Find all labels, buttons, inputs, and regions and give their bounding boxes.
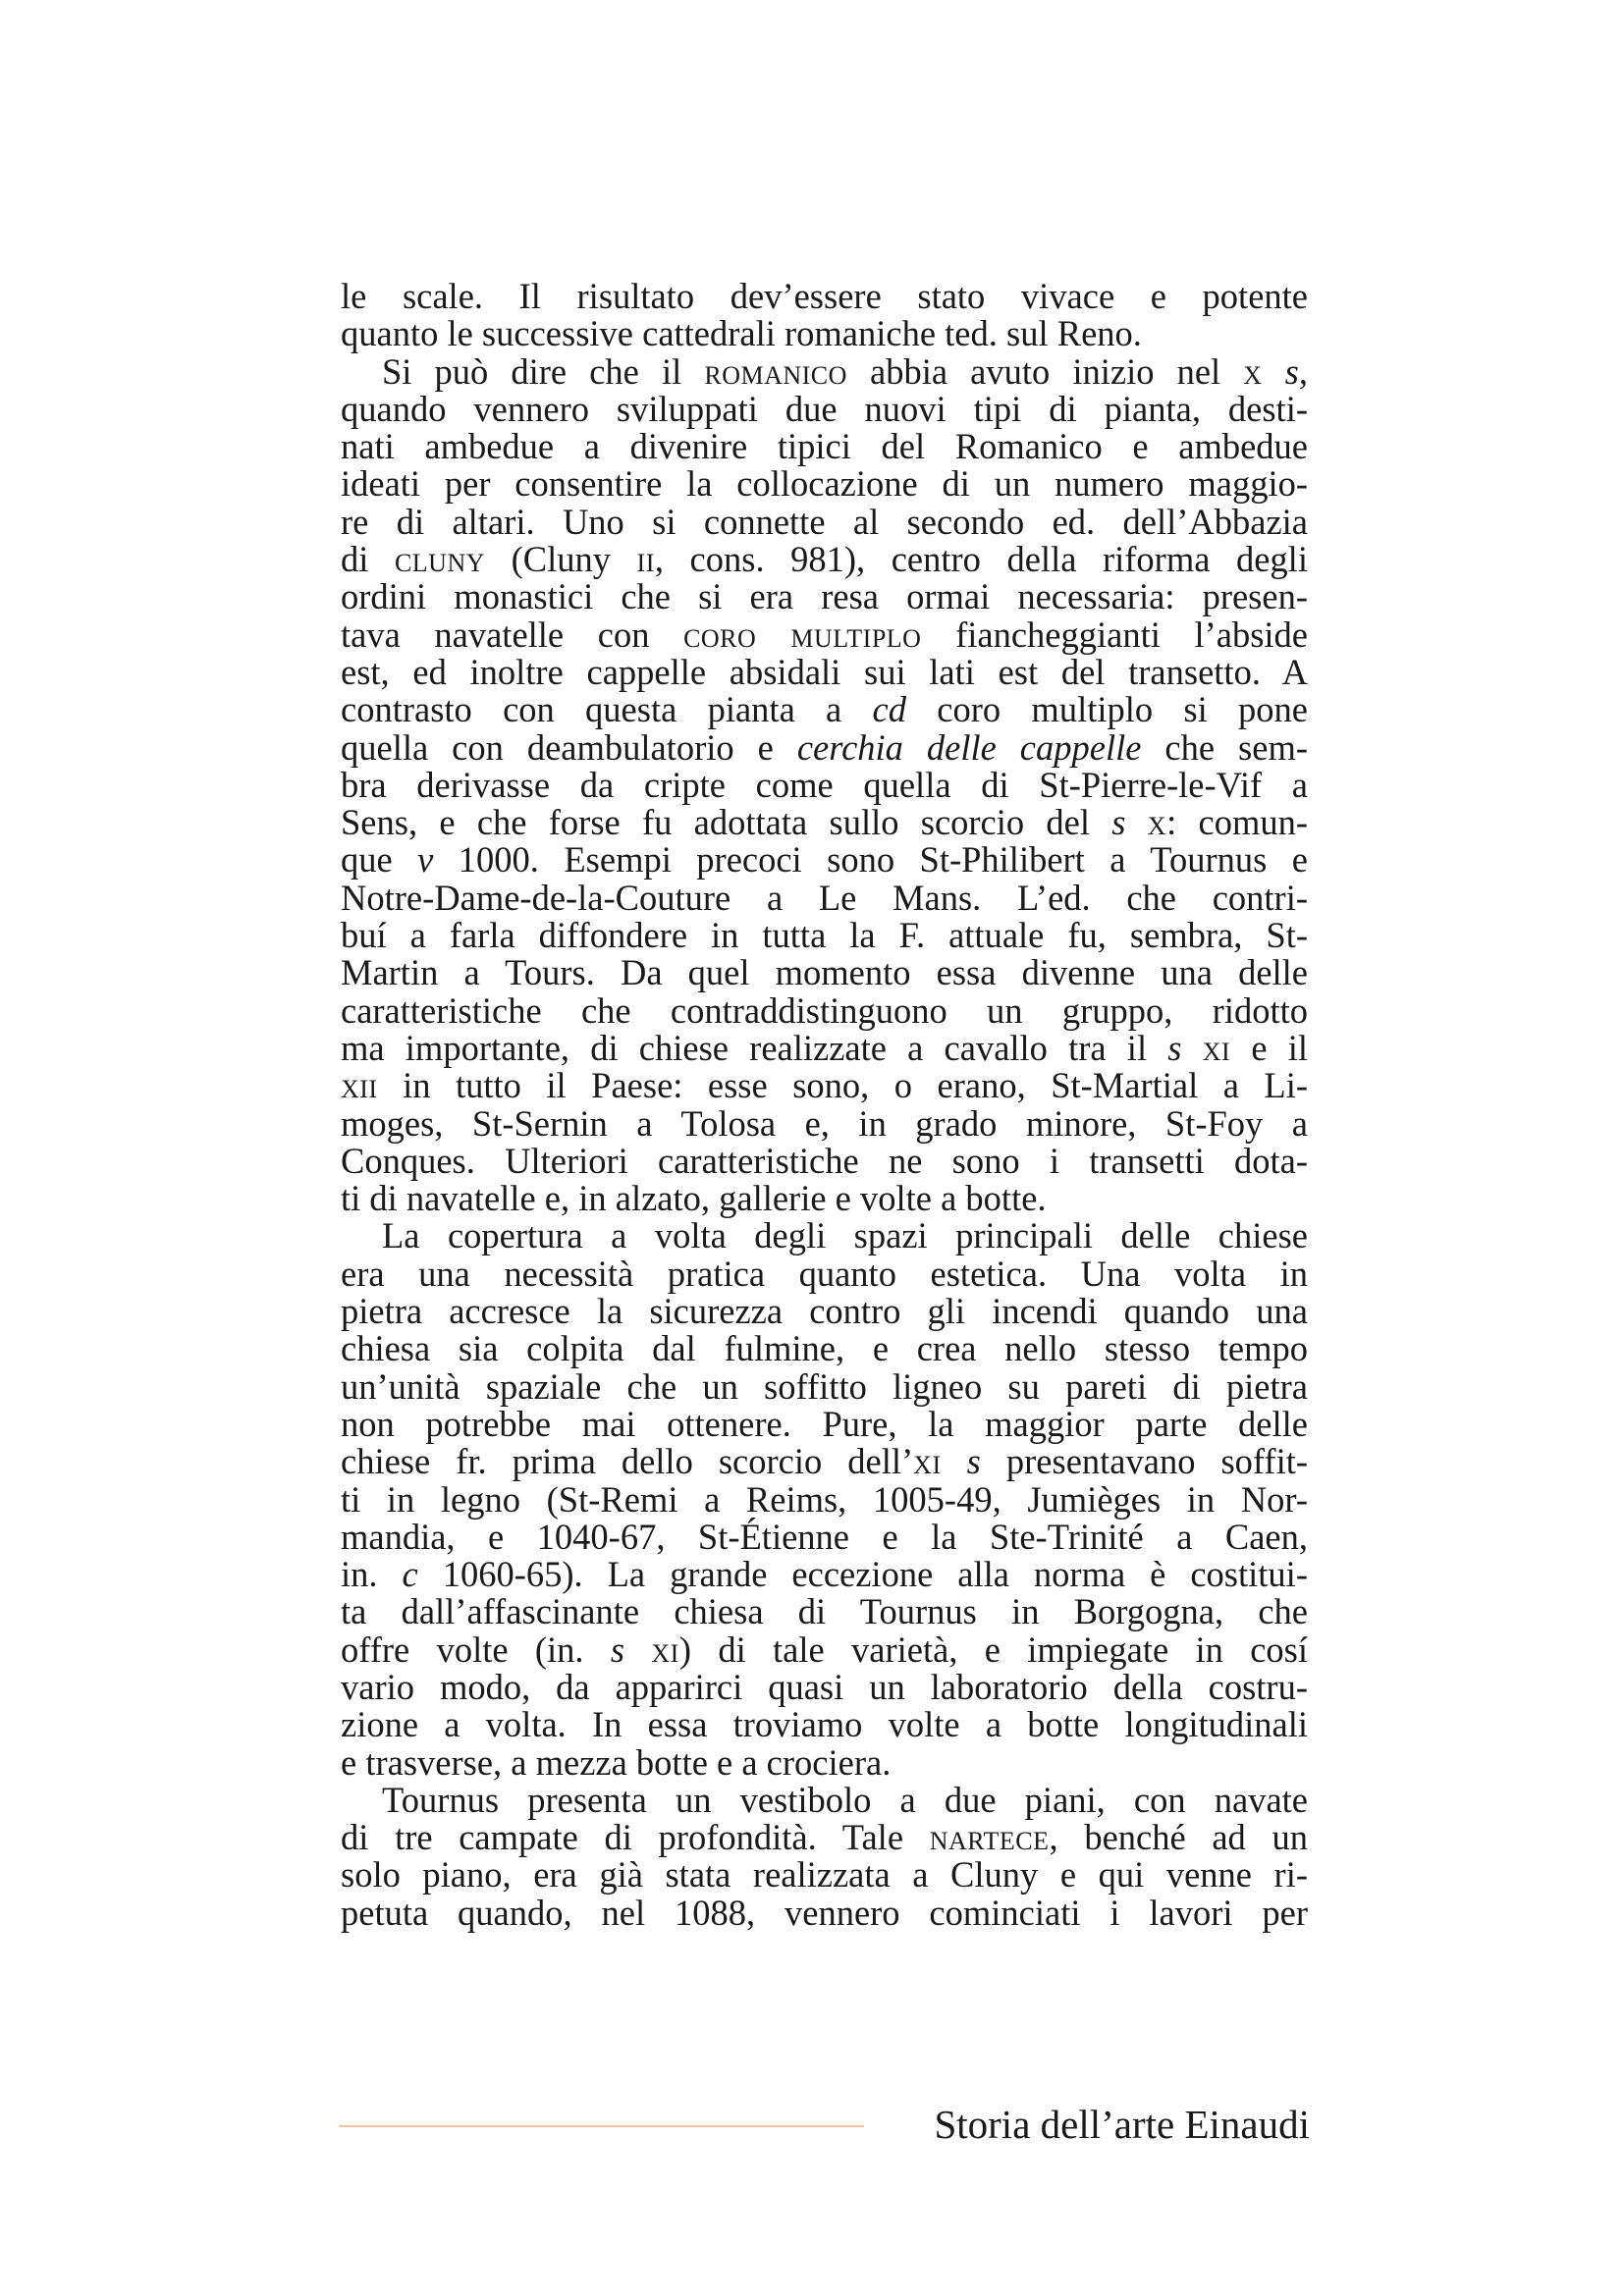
text-line: di tre campate di profondità. Tale nartece, benché ad un xyxy=(341,1817,1308,1858)
text-line: nati ambedue a divenire tipici del Romanico e ambedue xyxy=(341,426,1308,467)
body-text xyxy=(341,278,1308,1932)
text-line: tava navatelle con coro multiplo fiancheggianti l’abside xyxy=(341,614,1309,655)
text-line: era una necessità pratica quanto estetica. Una volta in xyxy=(341,1253,1308,1294)
text-line: ti in legno (St-Remi a Reims, 1005-49, Jumièges in Nor- xyxy=(341,1478,1308,1520)
text-line: bra derivasse da cripte come quella di St-Pierre-le-Vif a xyxy=(341,764,1308,805)
text-line: ordini monastici che si era resa ormai necessaria: presen- xyxy=(341,576,1308,617)
text-line: quando vennero sviluppati due nuovi tipi di pianta, desti- xyxy=(341,388,1308,429)
text-line: ideati per consentire la collocazione di un numero maggio- xyxy=(341,463,1308,505)
text-line: buí a farla diffondere in tutta la F. attuale fu, sembra, St- xyxy=(341,915,1308,956)
text-line: xii in tutto il Paese: esse sono, o erano, St-Martial a Li- xyxy=(341,1065,1308,1106)
text-line: non potrebbe mai ottenere. Pure, la maggior parte delle xyxy=(341,1403,1308,1444)
text-line: quanto le successive cattedrali romaniche ted. sul Reno. xyxy=(341,313,1142,354)
text-line: chiese fr. prima dello scorcio dell’xi s presentavano soffit- xyxy=(341,1441,1309,1482)
text-line: di cluny (Cluny ii, cons. 981), centro della riforma degli xyxy=(341,539,1308,580)
text-line: offre volte (in. s xi) di tale varietà, e impiegate in cosí xyxy=(341,1629,1308,1670)
text-line: re di altari. Uno si connette al secondo ed. dell’Abbazia xyxy=(341,501,1308,542)
text-line: ma importante, di chiese realizzate a cavallo tra il s xi e il xyxy=(341,1027,1309,1068)
text-line: petuta quando, nel 1088, vennero cominciati i lavori per xyxy=(341,1892,1308,1933)
text-line: le scale. Il risultato dev’essere stato vivace e potente xyxy=(341,276,1308,316)
text-line: solo piano, era già stata realizzata a Cluny e qui venne ri- xyxy=(341,1854,1308,1896)
text-line: zione a volta. In essa troviamo volte a botte longitudinali xyxy=(341,1704,1308,1745)
text-line: Notre-Dame-de-la-Couture a Le Mans. L’ed. che contri- xyxy=(341,877,1308,918)
text-line: Martin a Tours. Da quel momento essa divenne una delle xyxy=(341,952,1308,993)
text-line: e trasverse, a mezza botte e a crociera. xyxy=(341,1741,892,1783)
text-line: pietra accresce la sicurezza contro gli incendi quando una xyxy=(341,1291,1308,1332)
text-line: est, ed inoltre cappelle absidali sui lati est del transetto. A xyxy=(341,651,1308,692)
text-line: caratteristiche che contraddistinguono un gruppo, ridotto xyxy=(341,989,1308,1031)
text-line: La copertura a volta degli spazi principali delle chiese xyxy=(382,1215,1308,1256)
text-line: Conques. Ulteriori caratteristiche ne sono i transetti dota- xyxy=(341,1140,1308,1181)
text-line: Si può dire che il romanico abbia avuto inizio nel x s, xyxy=(382,350,1309,392)
text-line: in. c 1060-65). La grande eccezione alla norma è costitui- xyxy=(341,1554,1308,1595)
text-line: ti di navatelle e, in alzato, gallerie e volte a botte. xyxy=(341,1178,1047,1219)
text-line: quella con deambulatorio e cerchia delle cappelle che sem- xyxy=(341,726,1308,768)
text-line: Tournus presenta un vestibolo a due piani, con navate xyxy=(382,1779,1308,1820)
text-line: moges, St-Sernin a Tolosa e, in grado minore, St-Foy a xyxy=(341,1102,1308,1144)
footer-rule xyxy=(339,2125,864,2127)
text-line: mandia, e 1040-67, St-Étienne e la Ste-Trinité a Caen, xyxy=(341,1516,1308,1557)
text-line: ta dall’affascinante chiesa di Tournus in Borgogna, che xyxy=(341,1591,1308,1632)
text-line: chiesa sia colpita dal fulmine, e crea nello stesso tempo xyxy=(341,1328,1308,1369)
footer-title: Storia dell’arte Einaudi xyxy=(934,2102,1310,2147)
text-line: vario modo, da apparirci quasi un laboratorio della costru- xyxy=(341,1666,1308,1707)
text-line: Sens, e che forse fu adottata sullo scorcio del s x: comun- xyxy=(341,802,1308,843)
text-line: contrasto con questa pianta a cd coro multiplo si pone xyxy=(341,689,1308,730)
text-line: que v 1000. Esempi precoci sono St-Philibert a Tournus e xyxy=(341,839,1309,881)
text-line: un’unità spaziale che un soffitto ligneo su pareti di pietra xyxy=(341,1365,1308,1407)
